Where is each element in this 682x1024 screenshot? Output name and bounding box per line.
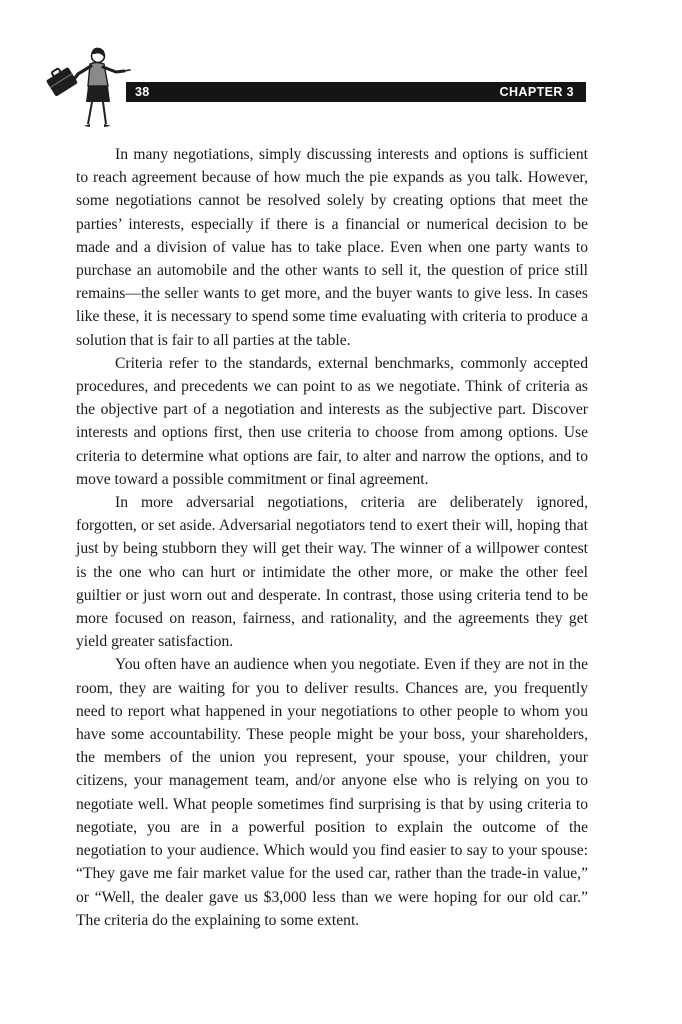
chapter-label: CHAPTER 3 — [499, 85, 574, 99]
page-number: 38 — [135, 85, 150, 99]
paragraph-4: You often have an audience when you negotiate. Even if they are not in the room, they are waiting for you to deliver results. Chances are, you frequently need to report what happened in your negotiations to other people to whom you have some accountability. These people might be your boss, your shareholders, the members of the union you represent, your spouse, your children, your citizens, your management team, and/or anyone else who is relying on you to negotiate well. What people sometimes find surprising is that by using criteria to negotiate, you are in a powerful position to explain the outcome of the negotiation to your audience. Which would you find easier to say to your spouse: “They gave me fair market value for the used car, rather than the trade-in value,” or “Well, the dealer gave us $3,000 less than we were hoping for our old car.” The criteria do the explaining to some extent. — [76, 656, 588, 929]
paragraph-1: In many negotiations, simply discussing interests and options is sufficient to reach agreement because of how much the pie expands as you talk. However, some negotiations cannot be resolved solely by creating options that meet the parties’ interests, especially if there is a financial or numerical decision to be made and a division of value has to take place. Even when one party wants to purchase an automobile and the other wants to sell it, the question of price still remains—the seller wants to get more, and the buyer wants to give less. In cases like these, it is necessary to spend some time evaluating with criteria to produce a solution that is fair to all parties at the table. — [76, 146, 588, 349]
body-text — [76, 143, 588, 932]
paragraph-3: In more adversarial negotiations, criteria are deliberately ignored, forgotten, or set aside. Adversarial negotiators tend to exert their will, hoping that just by being stubborn they will get their way. The winner of a willpower contest is the one who can hurt or intimidate the other more, or make the other feel guiltier or just worn out and desperate. In contrast, those using criteria tend to be more focused on reason, fairness, and rationality, and the agreements they get yield greater satisfaction. — [76, 494, 588, 651]
paragraph-2: Criteria refer to the standards, external benchmarks, commonly accepted procedures, and precedents we can point to as we negotiate. Think of criteria as the objective part of a negotiation and interests as the subjective part. Discover interests and options first, then use criteria to choose from among options. Use criteria to determine what options are fair, to alter and narrow the options, and to move toward a possible commitment or final agreement. — [76, 354, 588, 488]
running-header — [126, 82, 586, 102]
businesswoman-with-briefcase-icon — [40, 40, 132, 132]
